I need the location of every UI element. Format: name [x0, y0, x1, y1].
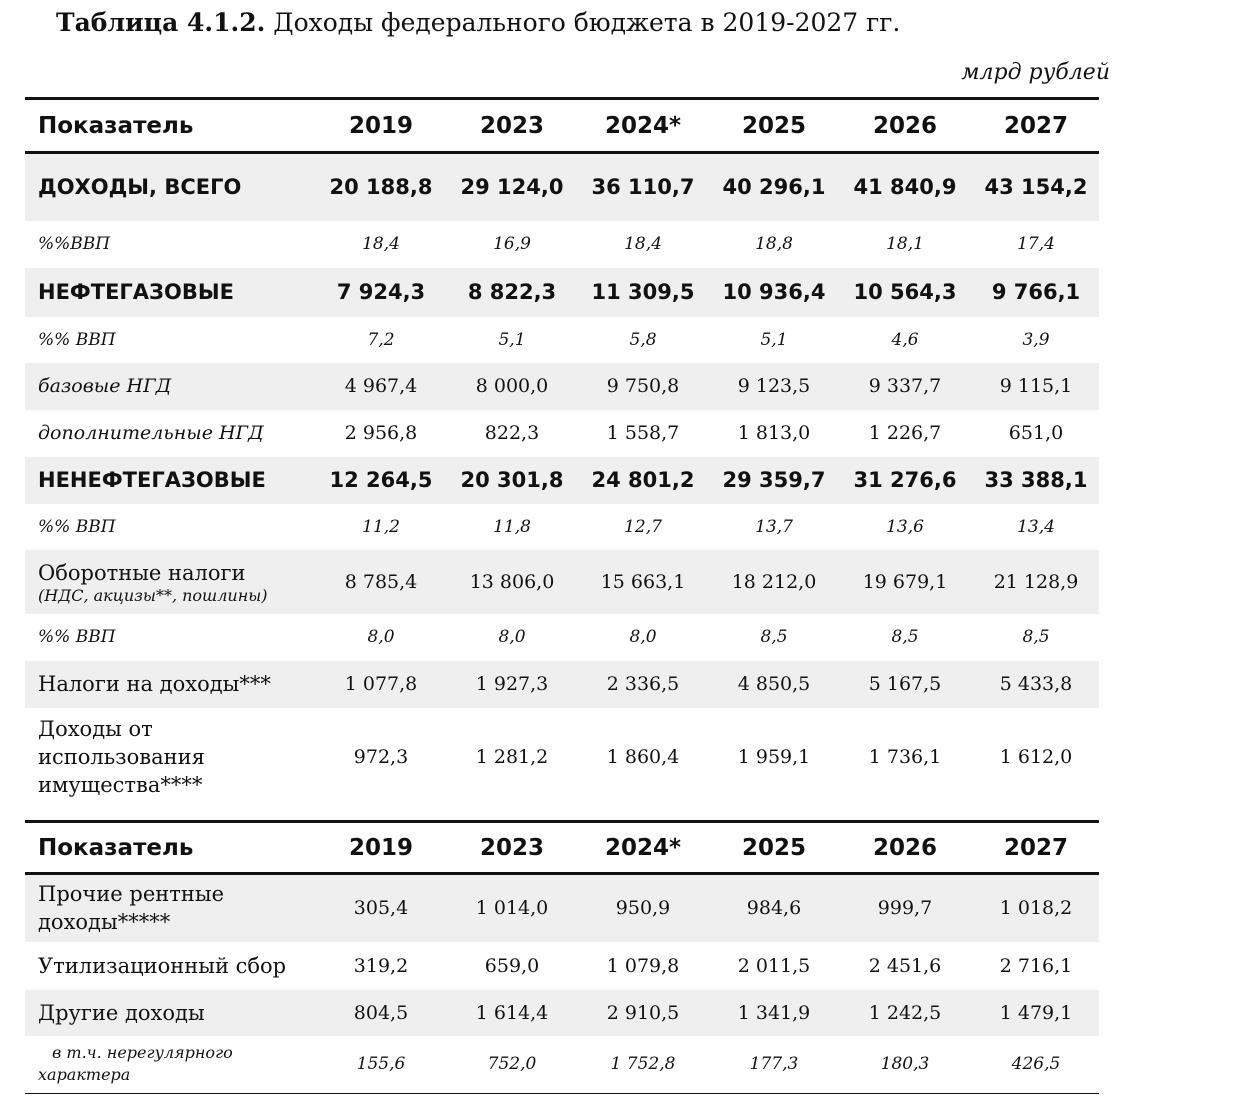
row-label: %% ВВП	[38, 627, 116, 647]
header-year: 2024*	[575, 822, 706, 874]
cell-value: 40 296,1	[706, 153, 837, 221]
cell-value: 1 242,5	[837, 990, 968, 1036]
cell-value: 180,3	[837, 1036, 968, 1094]
row-label: %% ВВП	[38, 516, 116, 537]
cell-value: 984,6	[706, 874, 837, 942]
cell-value: 822,3	[484, 422, 540, 444]
cell-value: 41 840,9	[837, 153, 968, 221]
cell-value: 18,8	[755, 234, 793, 254]
cell-value: 2 910,5	[575, 990, 706, 1036]
cell-value: 5 433,8	[968, 661, 1099, 708]
cell-value: 5,1	[760, 329, 788, 350]
cell-value: 2 336,5	[575, 661, 706, 708]
cell-value: 2 011,5	[737, 954, 811, 977]
row-label: Другие доходы	[25, 990, 313, 1036]
table-caption: Доходы федерального бюджета в 2019-2027 гг.	[273, 8, 901, 37]
row-label: Налоги на доходы***	[25, 661, 313, 708]
cell-value: 29 359,7	[706, 457, 837, 504]
row-label	[25, 550, 313, 614]
cell-value: 3,9	[1022, 329, 1050, 350]
cell-value: 1 479,1	[968, 990, 1099, 1036]
table-row	[25, 942, 1099, 990]
header-year: 2024*	[575, 99, 706, 153]
cell-value: 9 750,8	[575, 363, 706, 410]
cell-value: 33 388,1	[968, 457, 1099, 504]
cell-value: 20 301,8	[444, 457, 575, 504]
header-year: 2027	[968, 99, 1099, 153]
cell-value: 1 558,7	[606, 422, 680, 444]
cell-value: 17,4	[1017, 234, 1055, 254]
header-year: 2026	[837, 822, 968, 874]
cell-value: 1 341,9	[706, 990, 837, 1036]
table-row	[25, 874, 1099, 942]
row-sublabel: (НДС, акцизы**, пошлины)	[38, 585, 268, 605]
cell-value: 5,8	[629, 329, 657, 350]
cell-value: 999,7	[837, 874, 968, 942]
cell-value: 1 281,2	[475, 745, 549, 768]
cell-value: 9 123,5	[706, 363, 837, 410]
cell-value: 752,0	[444, 1036, 575, 1094]
cell-value: 4 967,4	[313, 363, 444, 410]
header-year: 2025	[706, 822, 837, 874]
row-label: НЕФТЕГАЗОВЫЕ	[25, 268, 313, 317]
table-title	[56, 8, 900, 37]
table-row	[25, 410, 1099, 457]
cell-value: 10 936,4	[706, 268, 837, 317]
cell-value: 4,6	[891, 329, 919, 350]
row-label: ДОХОДЫ, ВСЕГО	[25, 153, 313, 221]
header-year: 2019	[313, 822, 444, 874]
cell-value: 11,2	[362, 516, 400, 537]
table-row	[25, 1036, 1099, 1094]
header-year: 2023	[444, 99, 575, 153]
cell-value: 804,5	[313, 990, 444, 1036]
cell-value: 1 014,0	[444, 874, 575, 942]
table-row	[25, 661, 1099, 708]
row-label	[25, 1036, 313, 1094]
cell-value: 972,3	[353, 745, 409, 768]
header-indicator: Показатель	[25, 822, 313, 874]
cell-value: 1 927,3	[444, 661, 575, 708]
table-row	[25, 990, 1099, 1036]
table-row	[25, 317, 1099, 363]
row-label: НЕНЕФТЕГАЗОВЫЕ	[25, 457, 313, 504]
cell-value: 1 959,1	[737, 745, 811, 768]
row-label-text: в т.ч. нерегулярного характера	[38, 1043, 233, 1085]
cell-value: 4 850,5	[706, 661, 837, 708]
cell-value: 19 679,1	[837, 550, 968, 614]
cell-value: 13,4	[1017, 516, 1055, 537]
cell-value: 659,0	[484, 954, 540, 977]
cell-value: 1 612,0	[999, 745, 1073, 768]
cell-value: 319,2	[353, 954, 409, 977]
header-year: 2027	[968, 822, 1099, 874]
cell-value: 8 000,0	[444, 363, 575, 410]
cell-value: 8,0	[498, 627, 526, 647]
revenue-table	[25, 97, 1099, 806]
revenue-table-continued	[25, 820, 1099, 1094]
cell-value: 426,5	[968, 1036, 1099, 1094]
row-label: %% ВВП	[38, 329, 116, 350]
cell-value: 9 337,7	[837, 363, 968, 410]
cell-value: 9 115,1	[968, 363, 1099, 410]
cell-value: 10 564,3	[837, 268, 968, 317]
cell-value: 13 806,0	[444, 550, 575, 614]
header-year: 2026	[837, 99, 968, 153]
table-row	[25, 708, 1099, 806]
cell-value: 8,0	[367, 627, 395, 647]
cell-value: 155,6	[313, 1036, 444, 1094]
row-label: Доходы от использования имущества****	[38, 716, 205, 797]
table-number: Таблица 4.1.2.	[56, 8, 266, 37]
cell-value: 11,8	[493, 516, 531, 537]
table-row	[25, 153, 1099, 221]
cell-value: 7,2	[367, 329, 395, 350]
cell-value: 1 226,7	[868, 422, 942, 444]
row-label: базовые НГД	[25, 363, 313, 410]
cell-value: 16,9	[493, 234, 531, 254]
cell-value: 1 077,8	[313, 661, 444, 708]
header-year: 2023	[444, 822, 575, 874]
table-row	[25, 504, 1099, 550]
cell-value: 20 188,8	[313, 153, 444, 221]
cell-value: 18 212,0	[706, 550, 837, 614]
header-year: 2025	[706, 99, 837, 153]
cell-value: 5 167,5	[837, 661, 968, 708]
cell-value: 15 663,1	[575, 550, 706, 614]
cell-value: 1 018,2	[968, 874, 1099, 942]
cell-value: 1 860,4	[606, 745, 680, 768]
row-label: дополнительные НГД	[38, 422, 264, 444]
cell-value: 8 822,3	[444, 268, 575, 317]
table-row	[25, 457, 1099, 504]
header-year: 2019	[313, 99, 444, 153]
cell-value: 12,7	[624, 516, 662, 537]
table-row	[25, 614, 1099, 661]
unit-label: млрд рублей	[961, 60, 1110, 85]
cell-value: 1 813,0	[737, 422, 811, 444]
cell-value: 13,7	[755, 516, 793, 537]
row-label: Утилизационный сбор	[38, 953, 287, 978]
cell-value: 11 309,5	[575, 268, 706, 317]
cell-value: 2 451,6	[868, 954, 942, 977]
table-row	[25, 268, 1099, 317]
cell-value: 1 736,1	[868, 745, 942, 768]
table-header-row	[25, 822, 1099, 874]
cell-value: 5,1	[498, 329, 526, 350]
cell-value: 21 128,9	[968, 550, 1099, 614]
cell-value: 305,4	[313, 874, 444, 942]
table-row	[25, 221, 1099, 268]
row-label: %%ВВП	[38, 234, 111, 254]
cell-value: 18,4	[624, 234, 662, 254]
cell-value: 31 276,6	[837, 457, 968, 504]
table-row	[25, 550, 1099, 614]
cell-value: 8,0	[629, 627, 657, 647]
cell-value: 9 766,1	[968, 268, 1099, 317]
cell-value: 1 614,4	[444, 990, 575, 1036]
cell-value: 177,3	[706, 1036, 837, 1094]
cell-value: 36 110,7	[575, 153, 706, 221]
cell-value: 950,9	[575, 874, 706, 942]
header-indicator: Показатель	[25, 99, 313, 153]
cell-value: 13,6	[886, 516, 924, 537]
row-label-main: Оборотные налоги	[38, 560, 246, 585]
cell-value: 24 801,2	[575, 457, 706, 504]
cell-value: 8,5	[760, 627, 788, 647]
cell-value: 29 124,0	[444, 153, 575, 221]
cell-value: 8 785,4	[313, 550, 444, 614]
cell-value: 18,1	[886, 234, 924, 254]
cell-value: 1 079,8	[606, 954, 680, 977]
cell-value: 8,5	[891, 627, 919, 647]
cell-value: 2 716,1	[999, 954, 1073, 977]
cell-value: 43 154,2	[968, 153, 1099, 221]
cell-value: 1 752,8	[575, 1036, 706, 1094]
table-header-row	[25, 99, 1099, 153]
cell-value: 2 956,8	[344, 422, 418, 444]
cell-value: 7 924,3	[313, 268, 444, 317]
row-label: Прочие рентные доходы*****	[25, 874, 313, 942]
cell-value: 12 264,5	[313, 457, 444, 504]
cell-value: 651,0	[1008, 422, 1064, 444]
table-row	[25, 363, 1099, 410]
cell-value: 8,5	[1022, 627, 1050, 647]
cell-value: 18,4	[362, 234, 400, 254]
